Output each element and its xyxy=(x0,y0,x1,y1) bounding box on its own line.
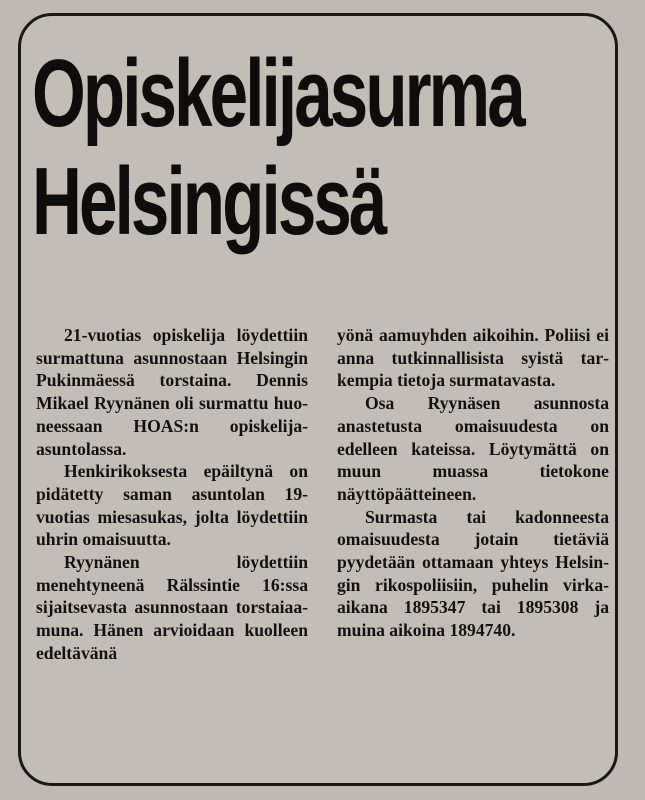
column-right xyxy=(337,324,609,665)
headline-line-1: Opiskelijasurma xyxy=(32,40,523,147)
paragraph: Surmasta tai kadonneesta omaisuudesta jotain tietäviä pyydetään ottamaan yhteys Helsingin rikospoliisiin, puhelin virka-aikana 1895347 tai 1895308 ja muina aikoina 1894740. xyxy=(337,506,609,641)
headline xyxy=(32,40,523,256)
paragraph: Osa Ryynäsen asunnosta anastetusta omaisuudesta on edelleen kateissa. Löytymättä on muun muassa tietokone näyttöpäätteineen. xyxy=(337,393,609,504)
paragraph: Henkirikoksesta epäiltynä on pidätetty saman asuntolan 19-vuotias miesasukas, jolta löydettiin uhrin omaisuutta. xyxy=(36,461,308,550)
article-body xyxy=(36,324,609,665)
column-left xyxy=(36,324,308,665)
headline-line-2: Helsingissä xyxy=(32,148,385,255)
paragraph: yönä aamuyhden aikoihin. Poliisi ei anna tutkinnallisista syistä tarkempia tietoja surmatavasta. xyxy=(337,325,609,391)
paragraph: Ryynänen löydettiin menehtyneenä Rälssintie 16:ssa sijaitsevasta asunnostaan torstaiaamuna. Hänen arvioidaan kuolleen edeltävänä xyxy=(36,552,308,663)
paragraph: 21-vuotias opiskelija löydettiin surmattuna asunnostaan Helsingin Pukinmäessä torstaina. Dennis Mikael Ryynänen oli surmattu huoneessaan HOAS:n opiskelija-asuntolassa. xyxy=(36,325,308,459)
